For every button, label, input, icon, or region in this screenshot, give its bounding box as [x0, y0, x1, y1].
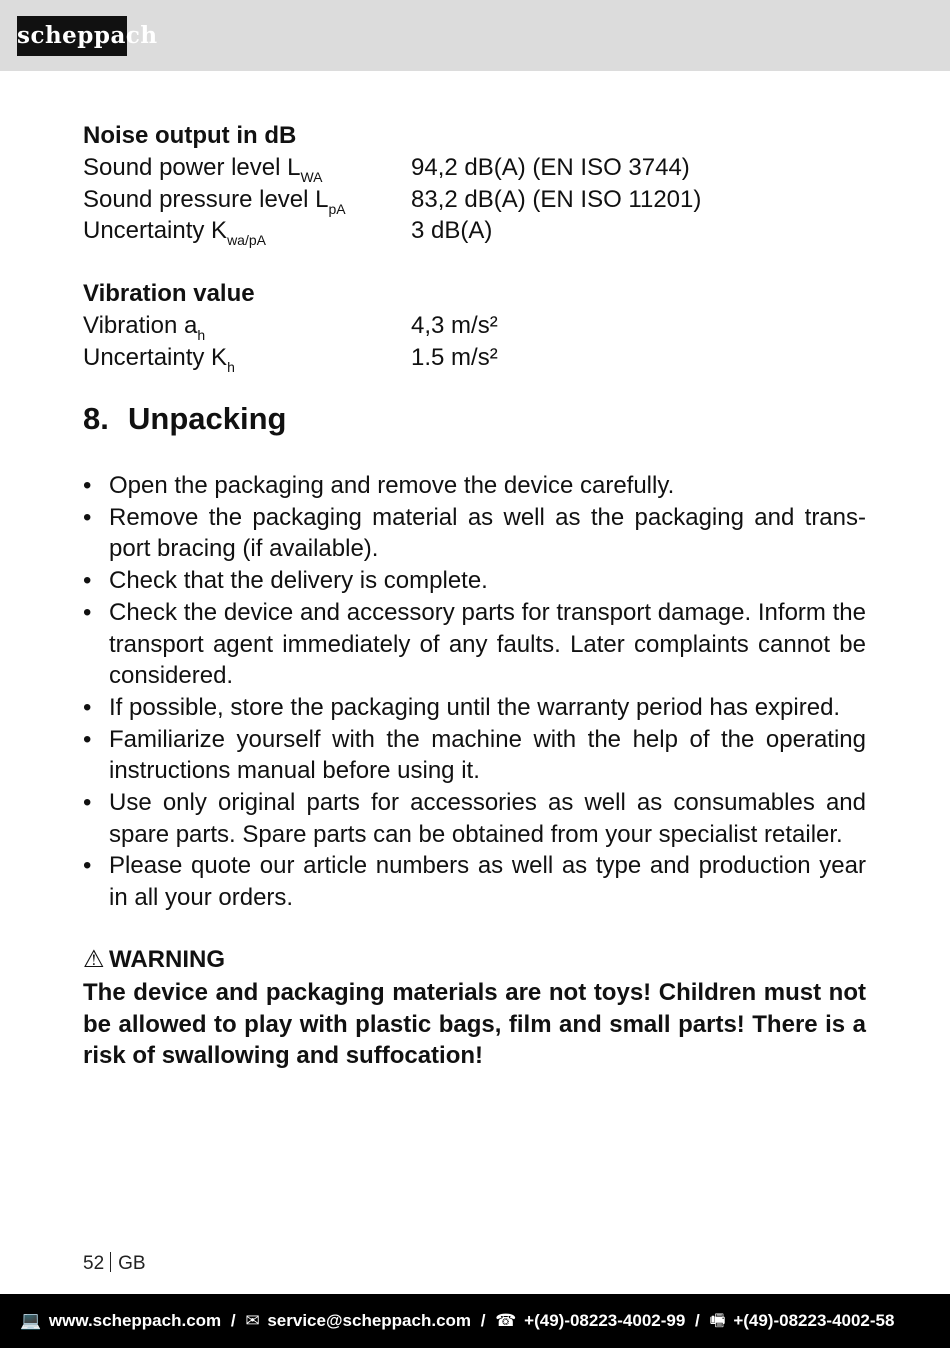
bullet-icon: • — [83, 598, 92, 626]
bullet-icon: • — [83, 789, 92, 817]
spec-value: 1.5 m/s² — [411, 344, 498, 371]
fax-icon: 🖷 — [709, 1311, 726, 1330]
bullet-icon: • — [83, 567, 92, 595]
bullet-icon: • — [83, 725, 92, 753]
page-separator — [110, 1252, 111, 1272]
section-title: Unpacking — [128, 401, 287, 436]
bullet-icon: • — [83, 693, 92, 721]
noise-title: Noise output in dB — [83, 122, 297, 149]
list-item: • If possible, store the packaging until the warranty period has expired. — [83, 692, 866, 724]
spec-value: 83,2 dB(A) (EN ISO 11201) — [411, 186, 702, 213]
bullet-icon: • — [83, 503, 92, 531]
list-item: • Check the device and accessory parts for transport damage. Inform the transport agent immediately of any faults. Later complaints cannot be considered. — [83, 598, 866, 690]
section-number: 8. — [83, 401, 109, 436]
website-link[interactable]: www.scheppach.com — [48, 1311, 222, 1330]
footer-contact: 💻 www.scheppach.com / ✉ service@scheppach.com / ☎ +(49)-08223-4002-99 / 🖷 +(49)-08223-4002-58 — [20, 1294, 894, 1348]
spec-value: 4,3 m/s² — [411, 312, 498, 339]
bullet-icon: • — [83, 852, 92, 880]
list-item: • Use only original parts for accessories as well as consumables and spare parts. Spare parts can be obtained from your specialist retailer. — [83, 789, 866, 848]
fax-number: +(49)-08223-4002-58 — [733, 1311, 895, 1330]
phone-number: +(49)-08223-4002-99 — [524, 1311, 686, 1330]
spec-label: Uncertainty $K_h$ — [83, 344, 235, 375]
spec-value: 94,2 dB(A) (EN ISO 3744) — [411, 154, 690, 181]
page-header — [0, 0, 950, 71]
mail-icon: ✉ — [245, 1311, 260, 1330]
warning-title: WARNING — [109, 946, 225, 973]
list-item: • Familiarize yourself with the machine with the help of the operating instructions manual before using it. — [83, 725, 866, 785]
email-link[interactable]: service@scheppach.com — [267, 1311, 472, 1330]
page-footer — [0, 1294, 950, 1348]
vibration-title: Vibration value — [83, 280, 255, 307]
phone-icon: ☎ — [495, 1311, 517, 1330]
spec-label: Sound power level $L_{WA}$ — [83, 154, 323, 185]
spec-label: Vibration $a_h$ — [83, 312, 206, 343]
list-item: • Open the packaging and remove the device carefully. — [83, 470, 866, 502]
warning-text: The device and packaging materials are not toys! Children must not be allowed to play with plastic bags, film and small parts! There is a risk of swallowing and suffocation! — [83, 979, 866, 1070]
list-item: • Check that the delivery is complete. — [83, 565, 866, 597]
list-item: • Please quote our article numbers as well as type and production year in all your orders. — [83, 852, 866, 912]
spec-value: 3 dB(A) — [411, 217, 493, 244]
page-number: 52 GB — [83, 1253, 146, 1274]
spec-label: Uncertainty $K_{wa/pA}$ — [83, 217, 266, 248]
bullet-icon: • — [83, 472, 92, 499]
warning-heading — [83, 944, 225, 976]
warning-triangle-icon: ⚠ — [83, 946, 105, 973]
scheppach-logo: scheppach — [17, 16, 127, 56]
section-heading — [83, 400, 286, 438]
unpacking-list — [83, 470, 866, 914]
list-item: • Remove the packaging material as well as the packaging and trans-port bracing (if available). — [83, 503, 866, 563]
computer-icon: 💻 — [20, 1311, 42, 1330]
spec-label: Sound pressure level $L_{pA}$ — [83, 186, 346, 217]
